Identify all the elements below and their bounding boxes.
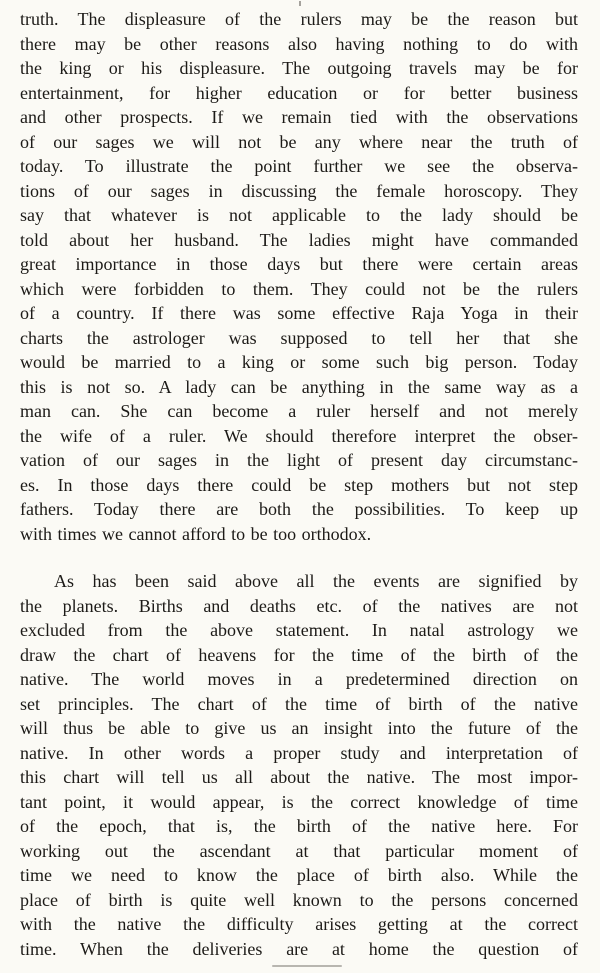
text-line: told about her husband. The ladies might have commanded [20,229,578,250]
text-line: today. To illustrate the point further we see the observa- [20,156,578,176]
text-line: tant point, it would appear, is the correct knowledge of time [20,791,578,812]
text-line: native. In other words a proper study and interpretation of [20,742,578,763]
text-line: man can. She can become a ruler herself and not merely [20,401,578,421]
text-line: As has been said above all the events are signified by [54,571,578,591]
text-line: entertainment, for higher education or for better business [20,82,578,103]
text-line: charts the astrologer was supposed to tell her that she [20,327,578,348]
text-line: will thus be able to give us an insight into the future of the [20,718,578,738]
text-line: this is not so. A lady can be anything in the same way as a [20,376,578,397]
text-line: set principles. The chart of the time of birth of the native [20,693,578,714]
paragraph [20,7,578,546]
text-line: the wife of a ruler. We should therefore interpret the obser- [20,425,578,446]
text-line: which were forbidden to them. They could not be the rulers [20,278,578,299]
text-line: the king or his displeasure. The outgoing travels may be for [20,58,578,78]
text-line: great importance in those days but there were certain areas [20,254,578,274]
text-line: of the epoch, that is, the birth of the native here. For [20,816,578,836]
text-line: of our sages we will not be any where near the truth of [20,131,578,152]
text-line: time. When the deliveries are at home the question of [20,938,578,959]
text-line: this chart will tell us all about the native. The most impor- [20,767,578,787]
text-line: vation of our sages in the light of present day circumstanc- [20,450,578,470]
text-line: the planets. Births and deaths etc. of the natives are not [20,595,578,616]
text-line: with the native the difficulty arises getting at the correct [20,914,578,934]
text-line: es. In those days there could be step mothers but not step [20,474,578,495]
text-line: working out the ascendant at that particular moment of [20,840,578,861]
text-line: native. The world moves in a predetermined direction on [20,669,578,689]
text-line: excluded from the above statement. In natal astrology we [20,620,578,640]
paragraph [20,569,578,961]
scan-artifact-bottom [272,965,342,967]
text-line: place of birth is quite well known to the persons concerned [20,889,578,910]
text-line: draw the chart of heavens for the time of the birth of the [20,644,578,665]
text-line: would be married to a king or some such big person. Today [20,352,578,372]
text-line: tions of our sages in discussing the female horoscopy. They [20,180,578,201]
text-line: say that whatever is not applicable to the lady should be [20,205,578,225]
scan-artifact-top [299,1,301,6]
text-line: there may be other reasons also having nothing to do with [20,33,578,54]
text-line: fathers. Today there are both the possibilities. To keep up [20,499,578,519]
text-line: time we need to know the place of birth also. While the [20,865,578,885]
text-line: and other prospects. If we remain tied with the observations [20,107,578,127]
text-line: with times we cannot afford to be too orthodox. [20,523,372,544]
text-line: of a country. If there was some effective Raja Yoga in their [20,303,578,323]
page-body [20,7,578,961]
text-line: truth. The displeasure of the rulers may be the reason but [20,9,578,29]
